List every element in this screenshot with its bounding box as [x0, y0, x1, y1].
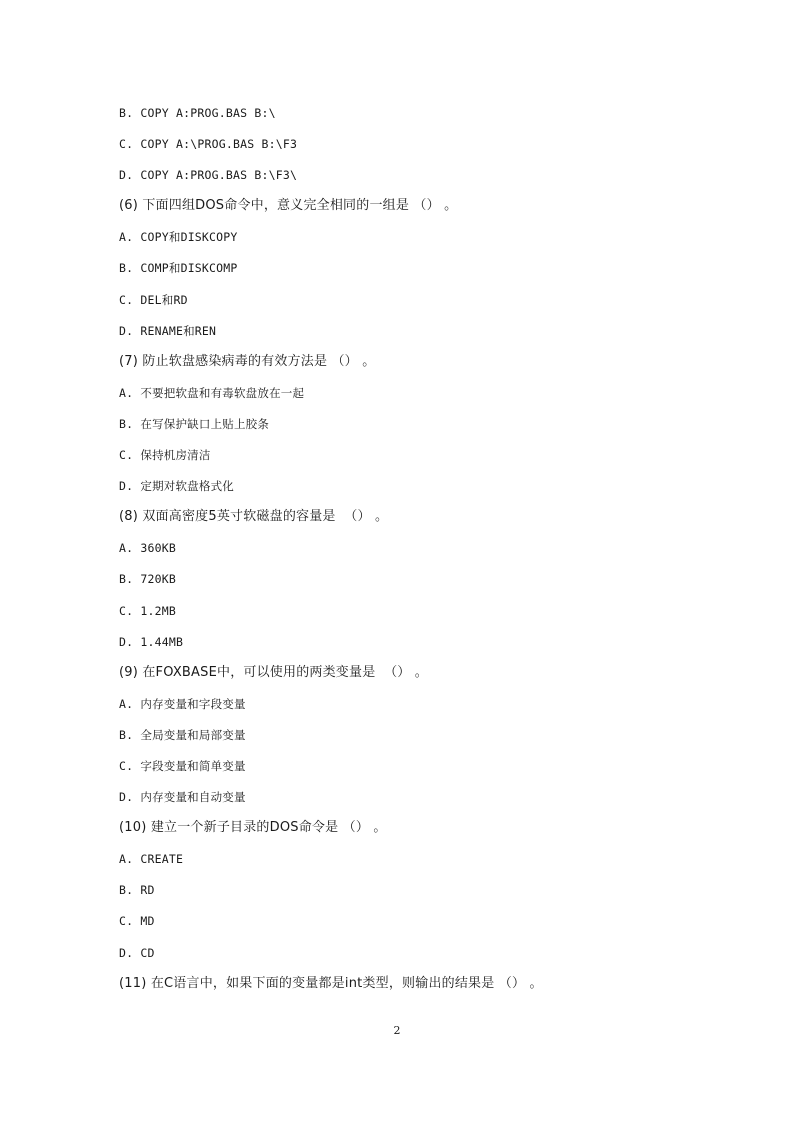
answer-option: D. RENAME和REN: [119, 323, 217, 338]
page-number: 2: [393, 1024, 401, 1037]
answer-option: C. DEL和RD: [119, 292, 188, 307]
answer-option: A. 不要把软盘和有毒软盘放在一起: [119, 385, 305, 400]
answer-option: C. COPY A:\PROG.BAS B:\F3: [119, 137, 298, 152]
question-text: (10) 建立一个新子目录的DOS命令是 （） 。: [119, 820, 387, 836]
question-text: (8) 双面高密度5英寸软磁盘的容量是 （） 。: [119, 509, 389, 525]
answer-option: D. 1.44MB: [119, 634, 184, 649]
answer-option: B. COMP和DISKCOMP: [119, 261, 238, 276]
question-text: (7) 防止软盘感染病毒的有效方法是 （） 。: [119, 353, 376, 369]
answer-option: C. 字段变量和简单变量: [119, 758, 246, 773]
question-list: [119, 103, 679, 1005]
answer-option: B. RD: [119, 883, 155, 898]
answer-option: A. CREATE: [119, 852, 184, 867]
answer-option: C. 保持机房清洁: [119, 448, 211, 463]
answer-option: B. 在写保护缺口上贴上胶条: [119, 416, 270, 431]
answer-option: B. 全局变量和局部变量: [119, 727, 246, 742]
answer-option: B. COPY A:PROG.BAS B:\: [119, 106, 276, 120]
answer-option: B. 720KB: [119, 572, 176, 587]
answer-option: D. COPY A:PROG.BAS B:\F3\: [119, 168, 298, 183]
answer-option: A. 360KB: [119, 541, 176, 556]
question-text: (6) 下面四组DOS命令中，意义完全相同的一组是 （） 。: [119, 198, 458, 214]
answer-option: D. 内存变量和自动变量: [119, 790, 246, 805]
answer-option: D. CD: [119, 945, 155, 960]
answer-option: D. 定期对软盘格式化: [119, 479, 234, 494]
answer-option: C. MD: [119, 914, 155, 929]
question-text: (11) 在C语言中，如果下面的变量都是int类型，则输出的结果是 （） 。: [119, 975, 543, 991]
answer-option: A. 内存变量和字段变量: [119, 696, 246, 711]
question-text: (9) 在FOXBASE中，可以使用的两类变量是 （） 。: [119, 664, 429, 680]
answer-option: C. 1.2MB: [119, 603, 176, 618]
answer-option: A. COPY和DISKCOPY: [119, 230, 238, 245]
